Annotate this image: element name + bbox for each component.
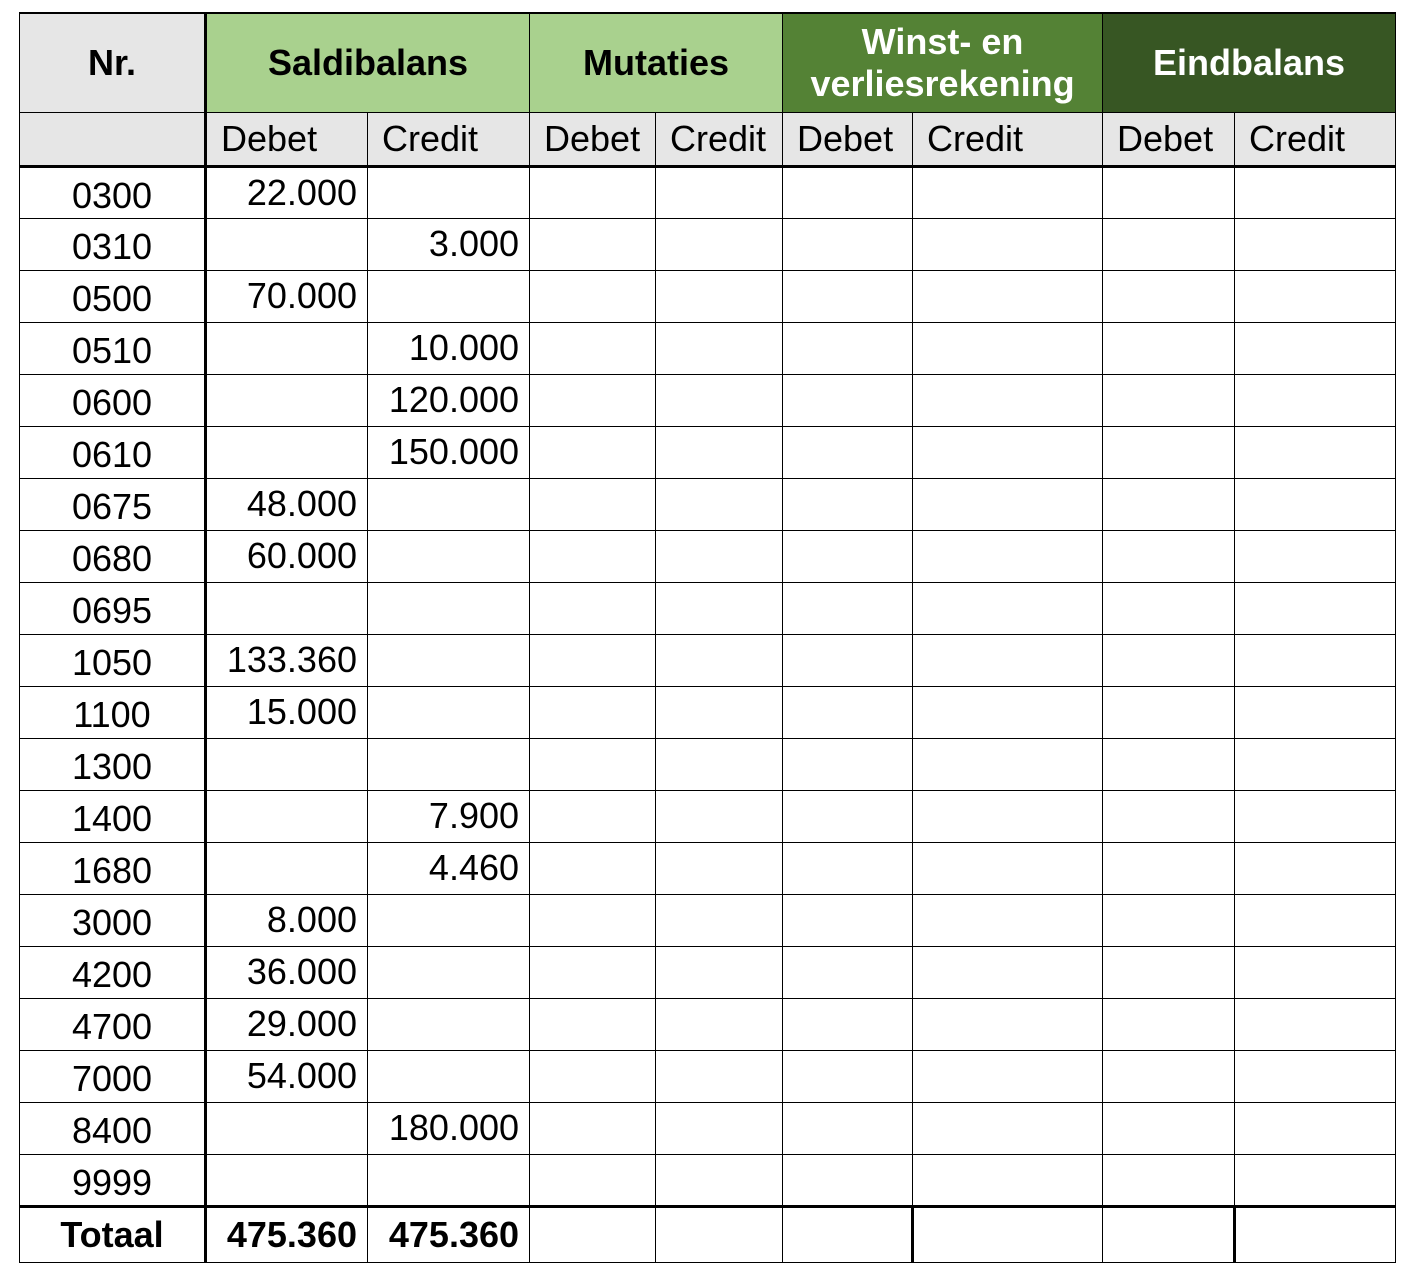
row-wv-credit — [913, 790, 1103, 842]
row-saldi-debet — [206, 322, 368, 374]
row-nr: 0300 — [20, 166, 206, 218]
row-wv-credit — [913, 478, 1103, 530]
row-wv-debet — [783, 894, 913, 946]
row-mut-credit — [656, 790, 783, 842]
row-mut-debet — [530, 166, 656, 218]
row-mut-debet — [530, 270, 656, 322]
header-eindbalans: Eindbalans — [1103, 13, 1396, 112]
row-eind-credit — [1235, 894, 1396, 946]
table-row — [20, 1050, 1396, 1102]
totals-mut-debet — [530, 1206, 656, 1262]
row-mut-credit — [656, 582, 783, 634]
totals-wv-debet — [783, 1206, 913, 1262]
group-header-row — [20, 13, 1396, 112]
row-wv-debet — [783, 686, 913, 738]
row-wv-debet — [783, 374, 913, 426]
row-eind-debet — [1103, 738, 1235, 790]
table-row — [20, 218, 1396, 270]
worksheet-table — [19, 12, 1396, 1263]
totals-mut-credit — [656, 1206, 783, 1262]
totals-eind-credit — [1235, 1206, 1396, 1262]
header-mutaties: Mutaties — [530, 13, 783, 112]
row-mut-debet — [530, 218, 656, 270]
header-winst-line1: Winst- en — [861, 20, 1024, 62]
row-saldi-credit — [368, 582, 530, 634]
row-nr: 1300 — [20, 738, 206, 790]
row-mut-debet — [530, 738, 656, 790]
row-eind-debet — [1103, 582, 1235, 634]
row-nr: 1100 — [20, 686, 206, 738]
row-wv-credit — [913, 738, 1103, 790]
row-nr: 0695 — [20, 582, 206, 634]
row-eind-debet — [1103, 1154, 1235, 1206]
row-saldi-debet: 54.000 — [206, 1050, 368, 1102]
row-saldi-credit — [368, 166, 530, 218]
row-wv-credit — [913, 894, 1103, 946]
row-wv-credit — [913, 634, 1103, 686]
row-eind-debet — [1103, 894, 1235, 946]
table-row — [20, 1154, 1396, 1206]
table-row — [20, 1102, 1396, 1154]
row-saldi-debet: 36.000 — [206, 946, 368, 998]
row-wv-credit — [913, 582, 1103, 634]
row-wv-credit — [913, 998, 1103, 1050]
table-row — [20, 426, 1396, 478]
row-wv-debet — [783, 426, 913, 478]
row-eind-debet — [1103, 530, 1235, 582]
row-eind-credit — [1235, 634, 1396, 686]
row-mut-debet — [530, 582, 656, 634]
row-wv-credit — [913, 270, 1103, 322]
table-row — [20, 270, 1396, 322]
row-eind-debet — [1103, 218, 1235, 270]
row-saldi-credit: 3.000 — [368, 218, 530, 270]
row-wv-credit — [913, 530, 1103, 582]
row-eind-debet — [1103, 790, 1235, 842]
row-saldi-credit — [368, 686, 530, 738]
row-nr: 9999 — [20, 1154, 206, 1206]
row-wv-credit — [913, 1102, 1103, 1154]
row-nr: 4700 — [20, 998, 206, 1050]
row-mut-credit — [656, 842, 783, 894]
row-mut-credit — [656, 1154, 783, 1206]
totals-label: Totaal — [20, 1206, 206, 1262]
row-saldi-credit: 150.000 — [368, 426, 530, 478]
row-saldi-debet: 60.000 — [206, 530, 368, 582]
row-wv-debet — [783, 842, 913, 894]
balance-worksheet — [19, 12, 1396, 1263]
row-eind-debet — [1103, 634, 1235, 686]
row-wv-credit — [913, 1050, 1103, 1102]
sub-header-blank — [20, 112, 206, 166]
row-saldi-debet — [206, 738, 368, 790]
row-mut-debet — [530, 478, 656, 530]
table-row — [20, 582, 1396, 634]
sub-header-mut-debet: Debet — [530, 112, 656, 166]
table-row — [20, 738, 1396, 790]
table-row — [20, 530, 1396, 582]
row-eind-credit — [1235, 218, 1396, 270]
row-mut-credit — [656, 894, 783, 946]
row-nr: 1400 — [20, 790, 206, 842]
row-mut-credit — [656, 218, 783, 270]
row-mut-debet — [530, 894, 656, 946]
row-mut-debet — [530, 686, 656, 738]
row-nr: 0500 — [20, 270, 206, 322]
row-wv-credit — [913, 218, 1103, 270]
row-mut-credit — [656, 322, 783, 374]
row-mut-credit — [656, 374, 783, 426]
row-mut-credit — [656, 1102, 783, 1154]
row-mut-credit — [656, 166, 783, 218]
header-winst-line2: verliesrekening — [810, 62, 1075, 104]
row-wv-debet — [783, 738, 913, 790]
row-wv-debet — [783, 478, 913, 530]
row-wv-credit — [913, 166, 1103, 218]
table-row — [20, 894, 1396, 946]
sub-header-mut-credit: Credit — [656, 112, 783, 166]
row-wv-credit — [913, 426, 1103, 478]
row-mut-credit — [656, 998, 783, 1050]
row-wv-debet — [783, 1102, 913, 1154]
row-nr: 0310 — [20, 218, 206, 270]
row-wv-debet — [783, 634, 913, 686]
row-nr: 0680 — [20, 530, 206, 582]
table-row — [20, 686, 1396, 738]
row-mut-credit — [656, 1050, 783, 1102]
row-eind-credit — [1235, 582, 1396, 634]
row-mut-debet — [530, 1154, 656, 1206]
row-mut-debet — [530, 842, 656, 894]
row-saldi-credit — [368, 634, 530, 686]
totals-wv-credit — [913, 1206, 1103, 1262]
row-eind-debet — [1103, 946, 1235, 998]
row-eind-debet — [1103, 1102, 1235, 1154]
row-mut-debet — [530, 322, 656, 374]
row-saldi-debet — [206, 218, 368, 270]
sub-header-saldi-credit: Credit — [368, 112, 530, 166]
row-nr: 1680 — [20, 842, 206, 894]
row-saldi-debet: 48.000 — [206, 478, 368, 530]
row-saldi-credit — [368, 894, 530, 946]
totals-saldi-credit: 475.360 — [368, 1206, 530, 1262]
row-nr: 0610 — [20, 426, 206, 478]
row-eind-credit — [1235, 842, 1396, 894]
row-wv-debet — [783, 790, 913, 842]
sub-header-eind-debet: Debet — [1103, 112, 1235, 166]
row-mut-debet — [530, 946, 656, 998]
row-saldi-debet — [206, 426, 368, 478]
row-eind-debet — [1103, 374, 1235, 426]
header-nr: Nr. — [20, 13, 206, 112]
row-eind-credit — [1235, 478, 1396, 530]
row-nr: 8400 — [20, 1102, 206, 1154]
sub-header-eind-credit: Credit — [1235, 112, 1396, 166]
row-wv-debet — [783, 270, 913, 322]
row-eind-debet — [1103, 270, 1235, 322]
row-saldi-debet: 22.000 — [206, 166, 368, 218]
row-eind-credit — [1235, 374, 1396, 426]
header-saldibalans: Saldibalans — [206, 13, 530, 112]
table-row — [20, 842, 1396, 894]
row-eind-credit — [1235, 790, 1396, 842]
row-eind-debet — [1103, 1050, 1235, 1102]
sub-header-wv-debet: Debet — [783, 112, 913, 166]
row-mut-debet — [530, 374, 656, 426]
row-mut-debet — [530, 634, 656, 686]
row-saldi-credit — [368, 1050, 530, 1102]
table-row — [20, 946, 1396, 998]
row-saldi-debet: 133.360 — [206, 634, 368, 686]
row-wv-credit — [913, 946, 1103, 998]
row-saldi-debet — [206, 582, 368, 634]
row-wv-credit — [913, 322, 1103, 374]
row-wv-debet — [783, 998, 913, 1050]
row-wv-debet — [783, 582, 913, 634]
row-wv-debet — [783, 1050, 913, 1102]
row-eind-credit — [1235, 166, 1396, 218]
sub-header-saldi-debet: Debet — [206, 112, 368, 166]
row-mut-credit — [656, 738, 783, 790]
row-eind-credit — [1235, 686, 1396, 738]
row-saldi-debet — [206, 1154, 368, 1206]
row-wv-debet — [783, 1154, 913, 1206]
row-saldi-debet — [206, 374, 368, 426]
row-saldi-credit — [368, 1154, 530, 1206]
row-mut-debet — [530, 1050, 656, 1102]
row-mut-credit — [656, 634, 783, 686]
table-row — [20, 478, 1396, 530]
sub-header-row — [20, 112, 1396, 166]
row-wv-debet — [783, 322, 913, 374]
row-mut-debet — [530, 426, 656, 478]
row-wv-credit — [913, 1154, 1103, 1206]
totals-row — [20, 1206, 1396, 1262]
row-eind-debet — [1103, 166, 1235, 218]
row-nr: 0600 — [20, 374, 206, 426]
row-saldi-credit — [368, 738, 530, 790]
row-eind-debet — [1103, 998, 1235, 1050]
row-saldi-credit — [368, 946, 530, 998]
table-row — [20, 322, 1396, 374]
row-nr: 3000 — [20, 894, 206, 946]
row-wv-debet — [783, 166, 913, 218]
row-wv-credit — [913, 374, 1103, 426]
row-mut-credit — [656, 946, 783, 998]
row-saldi-credit — [368, 478, 530, 530]
row-saldi-credit: 10.000 — [368, 322, 530, 374]
row-mut-credit — [656, 426, 783, 478]
totals-eind-debet — [1103, 1206, 1235, 1262]
sub-header-wv-credit: Credit — [913, 112, 1103, 166]
row-mut-credit — [656, 270, 783, 322]
row-eind-credit — [1235, 322, 1396, 374]
row-nr: 4200 — [20, 946, 206, 998]
header-winst-verliesrekening — [783, 13, 1103, 112]
row-eind-credit — [1235, 1050, 1396, 1102]
table-row — [20, 790, 1396, 842]
row-saldi-credit: 4.460 — [368, 842, 530, 894]
row-nr: 0510 — [20, 322, 206, 374]
row-saldi-credit — [368, 270, 530, 322]
row-eind-debet — [1103, 478, 1235, 530]
row-mut-credit — [656, 478, 783, 530]
row-saldi-debet — [206, 842, 368, 894]
row-eind-credit — [1235, 530, 1396, 582]
row-nr: 1050 — [20, 634, 206, 686]
row-mut-credit — [656, 686, 783, 738]
table-row — [20, 998, 1396, 1050]
row-eind-credit — [1235, 1102, 1396, 1154]
row-eind-debet — [1103, 686, 1235, 738]
row-saldi-debet: 70.000 — [206, 270, 368, 322]
row-nr: 0675 — [20, 478, 206, 530]
row-mut-credit — [656, 530, 783, 582]
row-eind-credit — [1235, 998, 1396, 1050]
row-saldi-credit: 7.900 — [368, 790, 530, 842]
row-eind-credit — [1235, 738, 1396, 790]
row-saldi-debet: 8.000 — [206, 894, 368, 946]
row-eind-debet — [1103, 322, 1235, 374]
row-eind-credit — [1235, 270, 1396, 322]
row-saldi-credit — [368, 530, 530, 582]
row-mut-debet — [530, 530, 656, 582]
table-row — [20, 166, 1396, 218]
row-wv-debet — [783, 218, 913, 270]
row-wv-debet — [783, 946, 913, 998]
row-saldi-debet: 15.000 — [206, 686, 368, 738]
row-saldi-debet — [206, 1102, 368, 1154]
table-row — [20, 374, 1396, 426]
row-wv-credit — [913, 686, 1103, 738]
row-saldi-credit: 120.000 — [368, 374, 530, 426]
row-saldi-debet — [206, 790, 368, 842]
row-mut-debet — [530, 998, 656, 1050]
row-wv-credit — [913, 842, 1103, 894]
row-eind-credit — [1235, 1154, 1396, 1206]
row-saldi-credit — [368, 998, 530, 1050]
row-nr: 7000 — [20, 1050, 206, 1102]
row-mut-debet — [530, 1102, 656, 1154]
row-wv-debet — [783, 530, 913, 582]
row-mut-debet — [530, 790, 656, 842]
row-eind-debet — [1103, 426, 1235, 478]
table-row — [20, 634, 1396, 686]
row-eind-credit — [1235, 946, 1396, 998]
row-eind-debet — [1103, 842, 1235, 894]
row-saldi-credit: 180.000 — [368, 1102, 530, 1154]
row-eind-credit — [1235, 426, 1396, 478]
row-saldi-debet: 29.000 — [206, 998, 368, 1050]
totals-saldi-debet: 475.360 — [206, 1206, 368, 1262]
